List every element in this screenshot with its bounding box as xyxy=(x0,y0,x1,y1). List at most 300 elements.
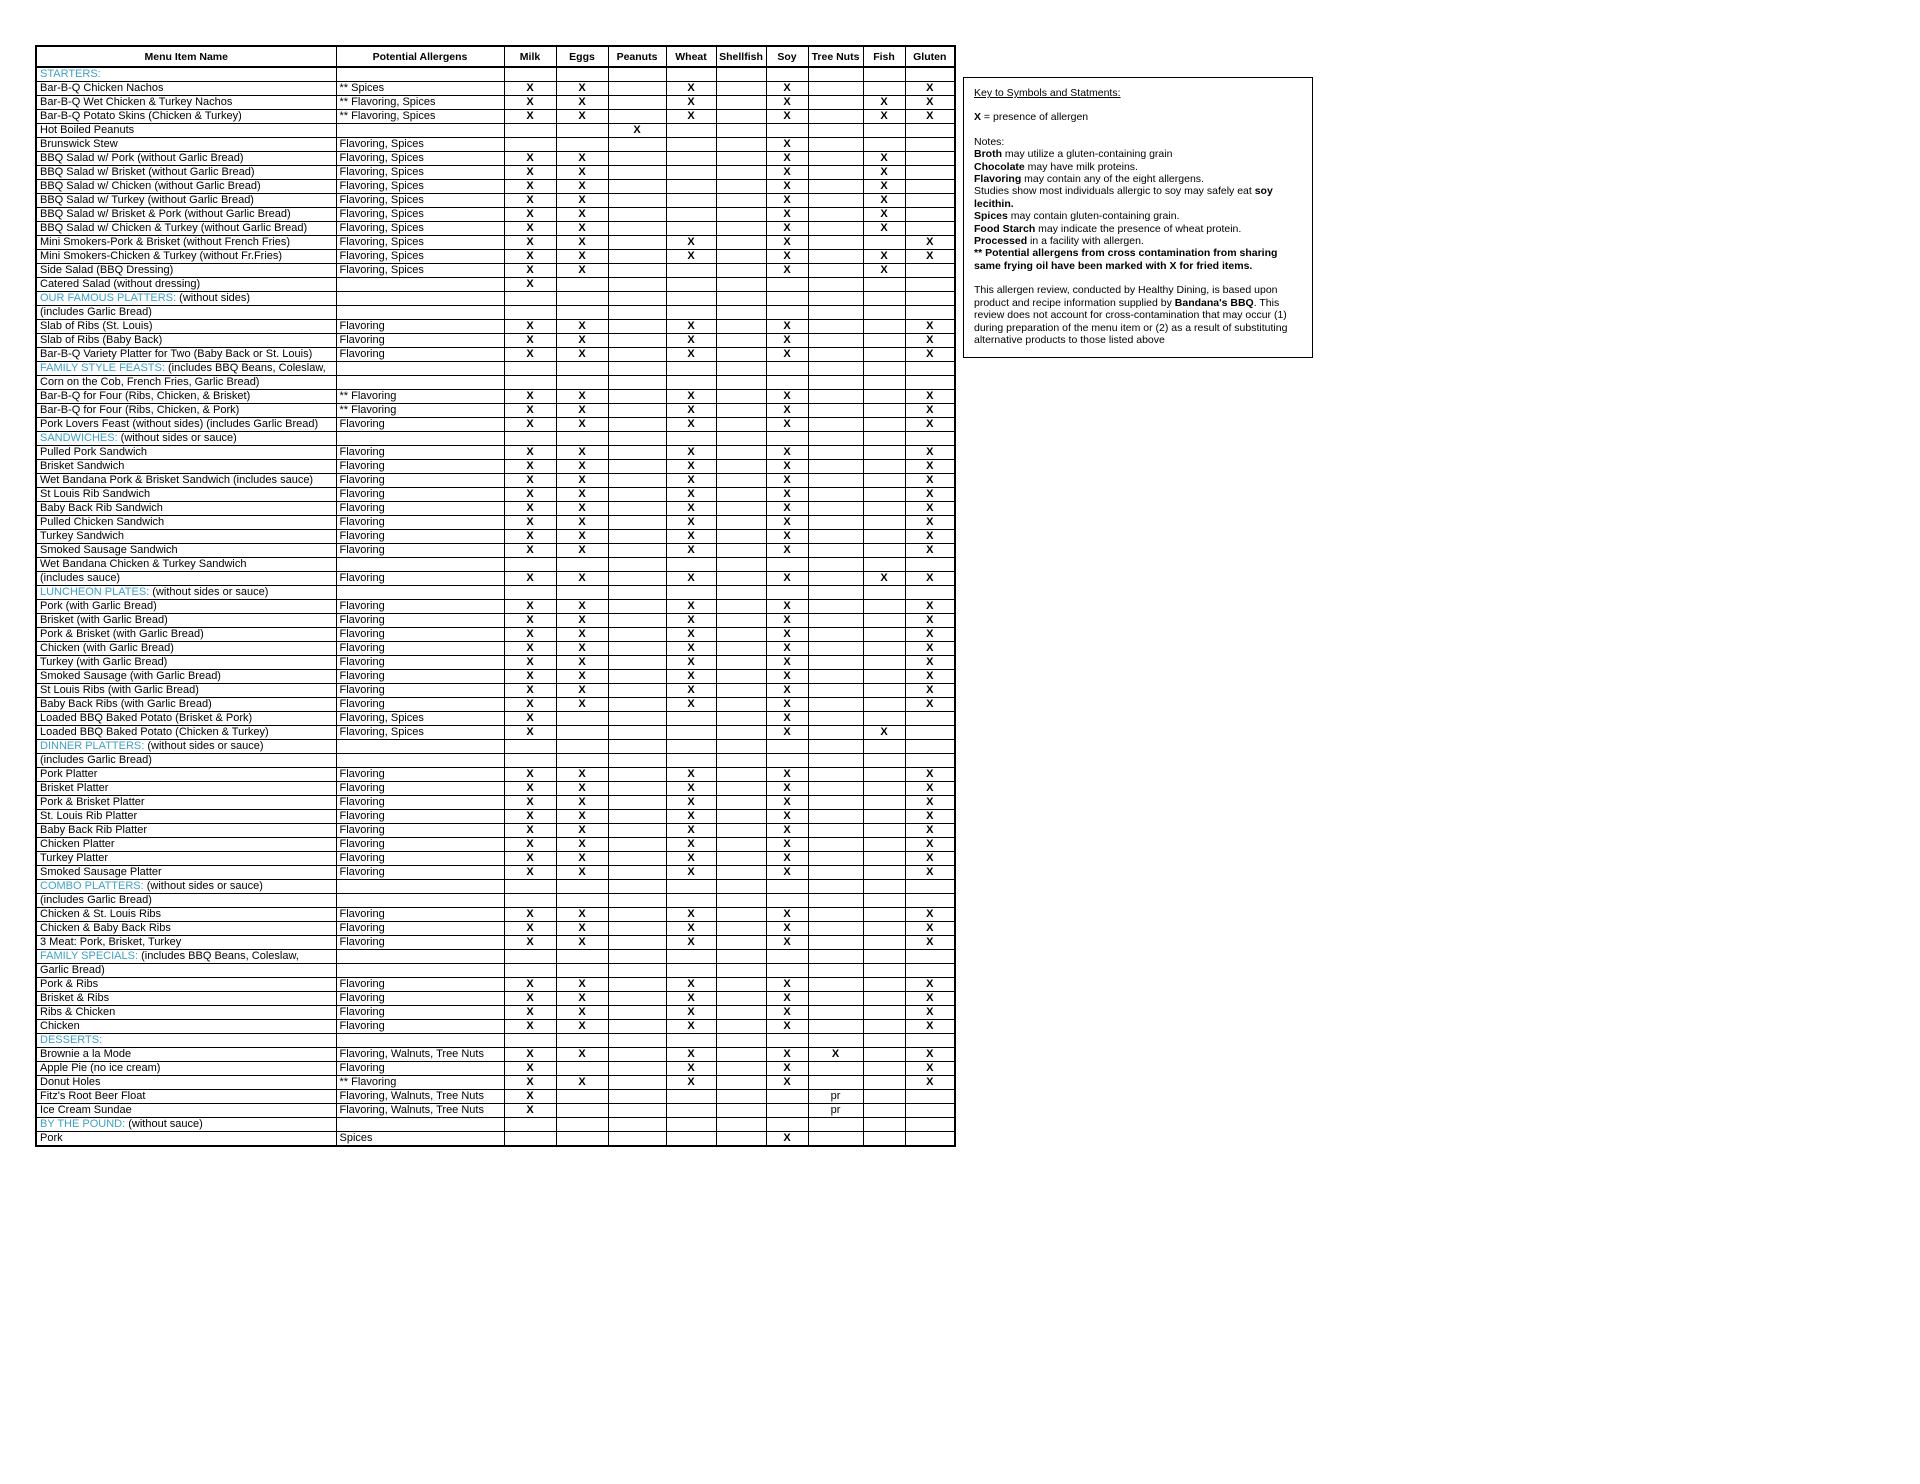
allergen-mark-peanuts xyxy=(608,208,666,222)
menu-item-row xyxy=(36,698,955,712)
menu-item-row xyxy=(36,1090,955,1104)
allergen-mark-gluten xyxy=(905,586,955,600)
potential-allergens: Flavoring xyxy=(336,460,504,474)
allergen-mark-peanuts xyxy=(608,670,666,684)
allergen-mark-peanuts xyxy=(608,96,666,110)
allergen-mark-wheat xyxy=(666,292,716,306)
allergen-mark-soy: X xyxy=(766,600,808,614)
allergen-mark-fish: X xyxy=(863,222,905,236)
allergen-mark-fish xyxy=(863,390,905,404)
menu-item-name: Pork & Ribs xyxy=(36,978,336,992)
allergen-mark-wheat: X xyxy=(666,502,716,516)
menu-item-name: Pork xyxy=(36,1132,336,1147)
allergen-mark-shellfish xyxy=(716,250,766,264)
menu-item-row xyxy=(36,138,955,152)
allergen-mark-shellfish xyxy=(716,138,766,152)
potential-allergens: Flavoring xyxy=(336,320,504,334)
allergen-mark-peanuts: X xyxy=(608,124,666,138)
potential-allergens xyxy=(336,964,504,978)
key-note-text: This allergen review, conducted by Healthy Dining, is based upon product and recipe information supplied by xyxy=(974,284,1278,309)
allergen-mark-fish: X xyxy=(863,264,905,278)
menu-item-name: Chicken xyxy=(36,1020,336,1034)
allergen-mark-wheat: X xyxy=(666,908,716,922)
allergen-mark-fish xyxy=(863,1076,905,1090)
allergen-mark-soy: X xyxy=(766,768,808,782)
allergen-mark-tree-nuts xyxy=(808,320,863,334)
allergen-mark-milk: X xyxy=(504,460,556,474)
allergen-mark-eggs xyxy=(556,362,608,376)
allergen-mark-wheat: X xyxy=(666,600,716,614)
allergen-mark-shellfish xyxy=(716,768,766,782)
potential-allergens xyxy=(336,586,504,600)
menu-item-name: Pork Platter xyxy=(36,768,336,782)
allergen-mark-shellfish xyxy=(716,306,766,320)
allergen-mark-shellfish xyxy=(716,684,766,698)
potential-allergens: Flavoring xyxy=(336,544,504,558)
allergen-mark-wheat: X xyxy=(666,488,716,502)
allergen-mark-fish xyxy=(863,1090,905,1104)
allergen-mark-wheat xyxy=(666,880,716,894)
allergen-mark-soy xyxy=(766,1034,808,1048)
allergen-mark-gluten xyxy=(905,1132,955,1147)
menu-item-row xyxy=(36,1048,955,1062)
potential-allergens: Flavoring, Spices xyxy=(336,236,504,250)
allergen-mark-peanuts xyxy=(608,1048,666,1062)
allergen-mark-fish xyxy=(863,348,905,362)
allergen-mark-gluten: X xyxy=(905,768,955,782)
allergen-mark-soy: X xyxy=(766,348,808,362)
menu-item-row xyxy=(36,1076,955,1090)
allergen-mark-wheat: X xyxy=(666,516,716,530)
allergen-mark-wheat: X xyxy=(666,698,716,712)
menu-item-row xyxy=(36,1132,955,1147)
allergen-mark-fish xyxy=(863,978,905,992)
allergen-mark-gluten: X xyxy=(905,628,955,642)
allergen-mark-wheat: X xyxy=(666,460,716,474)
key-note-bold-text: Bandana's BBQ xyxy=(1174,296,1254,309)
allergen-mark-shellfish xyxy=(716,124,766,138)
allergen-mark-shellfish xyxy=(716,334,766,348)
allergen-mark-fish xyxy=(863,418,905,432)
allergen-mark-soy: X xyxy=(766,922,808,936)
column-header-shellfish: Shellfish xyxy=(716,46,766,67)
key-note-bold-text: Spices xyxy=(974,210,1008,223)
allergen-mark-eggs: X xyxy=(556,866,608,880)
allergen-mark-tree-nuts xyxy=(808,306,863,320)
potential-allergens: Flavoring, Spices xyxy=(336,194,504,208)
allergen-mark-shellfish xyxy=(716,894,766,908)
allergen-mark-gluten xyxy=(905,152,955,166)
menu-item-row xyxy=(36,796,955,810)
menu-item-name: Baby Back Rib Platter xyxy=(36,824,336,838)
allergen-mark-peanuts xyxy=(608,236,666,250)
allergen-mark-shellfish xyxy=(716,264,766,278)
allergen-mark-wheat: X xyxy=(666,642,716,656)
allergen-mark-shellfish xyxy=(716,516,766,530)
menu-item-row xyxy=(36,250,955,264)
allergen-mark-shellfish xyxy=(716,656,766,670)
allergen-mark-wheat xyxy=(666,964,716,978)
allergen-mark-gluten: X xyxy=(905,852,955,866)
menu-item-name: Loaded BBQ Baked Potato (Chicken & Turkey) xyxy=(36,726,336,740)
allergen-mark-eggs: X xyxy=(556,390,608,404)
allergen-mark-milk xyxy=(504,880,556,894)
allergen-mark-peanuts xyxy=(608,894,666,908)
menu-item-name: Side Salad (BBQ Dressing) xyxy=(36,264,336,278)
allergen-mark-milk xyxy=(504,292,556,306)
allergen-mark-soy: X xyxy=(766,1020,808,1034)
key-panel-note xyxy=(974,136,1302,148)
allergen-mark-gluten: X xyxy=(905,1076,955,1090)
menu-item-name: Ribs & Chicken xyxy=(36,1006,336,1020)
key-panel-notes xyxy=(974,99,1302,346)
allergen-mark-tree-nuts xyxy=(808,978,863,992)
allergen-mark-gluten: X xyxy=(905,922,955,936)
potential-allergens xyxy=(336,306,504,320)
allergen-mark-eggs: X xyxy=(556,250,608,264)
allergen-mark-wheat: X xyxy=(666,474,716,488)
allergen-mark-milk xyxy=(504,67,556,82)
allergen-mark-shellfish xyxy=(716,544,766,558)
allergen-mark-soy: X xyxy=(766,1132,808,1147)
section-row xyxy=(36,950,955,964)
allergen-mark-shellfish xyxy=(716,950,766,964)
allergen-mark-shellfish xyxy=(716,404,766,418)
allergen-mark-gluten: X xyxy=(905,614,955,628)
allergen-mark-shellfish xyxy=(716,1062,766,1076)
allergen-mark-fish xyxy=(863,67,905,82)
allergen-mark-soy: X xyxy=(766,978,808,992)
allergen-mark-shellfish xyxy=(716,362,766,376)
allergen-mark-eggs xyxy=(556,292,608,306)
section-heading xyxy=(36,292,336,306)
allergen-mark-peanuts xyxy=(608,880,666,894)
allergen-mark-gluten: X xyxy=(905,82,955,96)
allergen-mark-tree-nuts xyxy=(808,992,863,1006)
allergen-mark-fish xyxy=(863,292,905,306)
potential-allergens: Flavoring xyxy=(336,572,504,586)
section-continuation-row xyxy=(36,376,955,390)
allergen-table xyxy=(35,45,956,1147)
allergen-mark-shellfish xyxy=(716,838,766,852)
allergen-mark-gluten: X xyxy=(905,530,955,544)
allergen-mark-tree-nuts xyxy=(808,782,863,796)
allergen-mark-tree-nuts xyxy=(808,194,863,208)
allergen-mark-eggs xyxy=(556,432,608,446)
allergen-mark-peanuts xyxy=(608,684,666,698)
allergen-mark-peanuts xyxy=(608,432,666,446)
allergen-mark-milk: X xyxy=(504,180,556,194)
column-header-potential-allergens: Potential Allergens xyxy=(336,46,504,67)
key-note-text: Studies show most individuals allergic to soy may safely eat xyxy=(974,185,1255,198)
potential-allergens: Flavoring xyxy=(336,1006,504,1020)
menu-item-name: Baby Back Rib Sandwich xyxy=(36,502,336,516)
allergen-mark-fish xyxy=(863,684,905,698)
allergen-mark-eggs xyxy=(556,1118,608,1132)
menu-item-row xyxy=(36,712,955,726)
menu-item-name: Loaded BBQ Baked Potato (Brisket & Pork) xyxy=(36,712,336,726)
allergen-mark-milk: X xyxy=(504,320,556,334)
key-note-text: may contain gluten-containing grain. xyxy=(1007,210,1180,223)
menu-item-name: Bar-B-Q for Four (Ribs, Chicken, & Pork) xyxy=(36,404,336,418)
allergen-mark-peanuts xyxy=(608,852,666,866)
key-panel-note xyxy=(974,148,1302,160)
allergen-mark-tree-nuts xyxy=(808,292,863,306)
allergen-mark-shellfish xyxy=(716,446,766,460)
allergen-mark-shellfish xyxy=(716,852,766,866)
allergen-mark-fish xyxy=(863,810,905,824)
menu-item-row xyxy=(36,572,955,586)
menu-item-name: Brisket Platter xyxy=(36,782,336,796)
menu-item-name: Turkey Platter xyxy=(36,852,336,866)
allergen-mark-gluten: X xyxy=(905,502,955,516)
section-row xyxy=(36,362,955,376)
allergen-mark-soy: X xyxy=(766,796,808,810)
allergen-mark-wheat: X xyxy=(666,810,716,824)
allergen-mark-fish xyxy=(863,474,905,488)
allergen-mark-milk: X xyxy=(504,488,556,502)
allergen-mark-tree-nuts xyxy=(808,334,863,348)
potential-allergens: Flavoring, Spices xyxy=(336,180,504,194)
allergen-mark-tree-nuts xyxy=(808,110,863,124)
allergen-mark-gluten: X xyxy=(905,810,955,824)
allergen-mark-milk: X xyxy=(504,824,556,838)
allergen-mark-milk: X xyxy=(504,1076,556,1090)
allergen-mark-peanuts xyxy=(608,110,666,124)
allergen-mark-soy: X xyxy=(766,908,808,922)
allergen-mark-soy xyxy=(766,432,808,446)
allergen-mark-peanuts xyxy=(608,292,666,306)
allergen-mark-soy: X xyxy=(766,152,808,166)
allergen-mark-eggs: X xyxy=(556,180,608,194)
allergen-mark-fish: X xyxy=(863,166,905,180)
key-panel-note xyxy=(974,161,1302,173)
menu-item-row xyxy=(36,502,955,516)
allergen-mark-soy: X xyxy=(766,1076,808,1090)
potential-allergens: Flavoring xyxy=(336,446,504,460)
allergen-mark-tree-nuts xyxy=(808,502,863,516)
menu-item-row xyxy=(36,516,955,530)
potential-allergens: Flavoring xyxy=(336,796,504,810)
allergen-mark-soy xyxy=(766,964,808,978)
menu-item-row xyxy=(36,670,955,684)
potential-allergens xyxy=(336,1034,504,1048)
allergen-mark-peanuts xyxy=(608,754,666,768)
potential-allergens xyxy=(336,950,504,964)
potential-allergens: Flavoring xyxy=(336,1062,504,1076)
allergen-mark-gluten: X xyxy=(905,348,955,362)
allergen-mark-tree-nuts xyxy=(808,446,863,460)
allergen-mark-wheat: X xyxy=(666,936,716,950)
allergen-mark-peanuts xyxy=(608,166,666,180)
section-continuation-row xyxy=(36,894,955,908)
section-heading xyxy=(36,950,336,964)
allergen-mark-soy xyxy=(766,740,808,754)
allergen-mark-soy: X xyxy=(766,208,808,222)
allergen-mark-gluten: X xyxy=(905,698,955,712)
potential-allergens xyxy=(336,432,504,446)
allergen-mark-shellfish xyxy=(716,754,766,768)
menu-item-name: Catered Salad (without dressing) xyxy=(36,278,336,292)
allergen-mark-shellfish xyxy=(716,978,766,992)
column-header-soy: Soy xyxy=(766,46,808,67)
menu-item-name: Smoked Sausage (with Garlic Bread) xyxy=(36,670,336,684)
section-row xyxy=(36,1118,955,1132)
allergen-mark-wheat: X xyxy=(666,334,716,348)
section-suffix: (includes BBQ Beans, Coleslaw, xyxy=(164,362,326,374)
section-continuation-row xyxy=(36,964,955,978)
allergen-mark-fish xyxy=(863,1118,905,1132)
allergen-mark-soy: X xyxy=(766,530,808,544)
allergen-mark-soy xyxy=(766,376,808,390)
allergen-mark-gluten: X xyxy=(905,390,955,404)
key-note-text: may utilize a gluten-containing grain xyxy=(1002,148,1173,161)
allergen-mark-soy: X xyxy=(766,628,808,642)
allergen-mark-milk: X xyxy=(504,698,556,712)
allergen-mark-gluten xyxy=(905,376,955,390)
allergen-mark-fish xyxy=(863,614,905,628)
allergen-mark-tree-nuts xyxy=(808,530,863,544)
allergen-mark-milk xyxy=(504,740,556,754)
allergen-mark-wheat: X xyxy=(666,110,716,124)
potential-allergens: Flavoring xyxy=(336,488,504,502)
allergen-mark-shellfish xyxy=(716,740,766,754)
menu-item-name: Brisket & Ribs xyxy=(36,992,336,1006)
section-row xyxy=(36,432,955,446)
menu-item-row xyxy=(36,222,955,236)
allergen-mark-fish xyxy=(863,768,905,782)
potential-allergens: Flavoring xyxy=(336,348,504,362)
potential-allergens: Flavoring xyxy=(336,516,504,530)
allergen-mark-peanuts xyxy=(608,964,666,978)
key-panel-note xyxy=(974,284,1302,346)
allergen-mark-milk: X xyxy=(504,1048,556,1062)
potential-allergens xyxy=(336,292,504,306)
allergen-mark-gluten xyxy=(905,1118,955,1132)
potential-allergens: Flavoring, Walnuts, Tree Nuts xyxy=(336,1104,504,1118)
menu-item-row xyxy=(36,474,955,488)
allergen-mark-milk xyxy=(504,362,556,376)
key-note-text: = presence of allergen xyxy=(981,111,1089,124)
menu-item-name: Brisket Sandwich xyxy=(36,460,336,474)
allergen-mark-shellfish xyxy=(716,698,766,712)
allergen-mark-eggs: X xyxy=(556,544,608,558)
allergen-mark-soy: X xyxy=(766,96,808,110)
allergen-mark-tree-nuts xyxy=(808,936,863,950)
potential-allergens: Flavoring, Walnuts, Tree Nuts xyxy=(336,1048,504,1062)
allergen-mark-gluten: X xyxy=(905,320,955,334)
allergen-mark-fish xyxy=(863,1006,905,1020)
allergen-mark-gluten: X xyxy=(905,516,955,530)
allergen-mark-fish: X xyxy=(863,726,905,740)
allergen-mark-milk xyxy=(504,964,556,978)
allergen-mark-wheat xyxy=(666,222,716,236)
potential-allergens: Flavoring xyxy=(336,684,504,698)
allergen-mark-tree-nuts xyxy=(808,838,863,852)
allergen-mark-soy: X xyxy=(766,180,808,194)
section-label: COMBO PLATTERS: xyxy=(40,880,144,892)
potential-allergens: Flavoring xyxy=(336,936,504,950)
allergen-mark-peanuts xyxy=(608,740,666,754)
section-row xyxy=(36,586,955,600)
key-note-bold-text: Flavoring xyxy=(974,173,1022,186)
allergen-mark-eggs: X xyxy=(556,698,608,712)
allergen-mark-soy: X xyxy=(766,82,808,96)
potential-allergens: Flavoring, Spices xyxy=(336,264,504,278)
allergen-mark-milk: X xyxy=(504,838,556,852)
allergen-mark-milk: X xyxy=(504,1006,556,1020)
key-panel-spacer xyxy=(974,272,1302,284)
allergen-mark-milk: X xyxy=(504,796,556,810)
menu-item-row xyxy=(36,782,955,796)
potential-allergens: Flavoring xyxy=(336,670,504,684)
allergen-mark-wheat: X xyxy=(666,250,716,264)
potential-allergens: Flavoring xyxy=(336,642,504,656)
allergen-mark-gluten: X xyxy=(905,600,955,614)
allergen-mark-soy: X xyxy=(766,1062,808,1076)
allergen-mark-gluten xyxy=(905,880,955,894)
allergen-mark-tree-nuts xyxy=(808,82,863,96)
allergen-mark-tree-nuts xyxy=(808,124,863,138)
allergen-mark-gluten: X xyxy=(905,992,955,1006)
allergen-mark-tree-nuts xyxy=(808,922,863,936)
allergen-mark-peanuts xyxy=(608,866,666,880)
menu-item-row xyxy=(36,418,955,432)
allergen-mark-wheat: X xyxy=(666,628,716,642)
allergen-mark-wheat: X xyxy=(666,236,716,250)
allergen-mark-peanuts xyxy=(608,922,666,936)
key-note-bold-text: ** Potential allergens from cross contamination from sharing same frying oil have been marked with X for fried items. xyxy=(974,247,1278,272)
allergen-mark-gluten xyxy=(905,558,955,572)
menu-item-row xyxy=(36,684,955,698)
allergen-mark-tree-nuts xyxy=(808,754,863,768)
allergen-mark-fish xyxy=(863,362,905,376)
menu-item-name: Bar-B-Q for Four (Ribs, Chicken, & Brisket) xyxy=(36,390,336,404)
key-panel-note xyxy=(974,111,1302,123)
allergen-mark-gluten xyxy=(905,166,955,180)
allergen-mark-eggs xyxy=(556,1104,608,1118)
allergen-mark-tree-nuts xyxy=(808,824,863,838)
allergen-mark-soy: X xyxy=(766,320,808,334)
menu-item-name: Smoked Sausage Sandwich xyxy=(36,544,336,558)
allergen-mark-tree-nuts xyxy=(808,516,863,530)
allergen-mark-tree-nuts xyxy=(808,684,863,698)
allergen-mark-eggs: X xyxy=(556,208,608,222)
key-note-bold-text: soy lecithin. xyxy=(974,185,1273,210)
allergen-mark-soy: X xyxy=(766,726,808,740)
menu-item-row xyxy=(36,460,955,474)
allergen-mark-milk: X xyxy=(504,908,556,922)
allergen-mark-eggs xyxy=(556,894,608,908)
allergen-mark-gluten xyxy=(905,138,955,152)
allergen-mark-tree-nuts xyxy=(808,796,863,810)
allergen-mark-tree-nuts xyxy=(808,222,863,236)
menu-item-row xyxy=(36,978,955,992)
allergen-mark-peanuts xyxy=(608,180,666,194)
key-panel-note xyxy=(974,173,1302,185)
allergen-mark-eggs xyxy=(556,67,608,82)
potential-allergens xyxy=(336,124,504,138)
allergen-mark-fish xyxy=(863,852,905,866)
allergen-mark-milk: X xyxy=(504,1090,556,1104)
allergen-mark-wheat xyxy=(666,166,716,180)
key-panel-note xyxy=(974,247,1302,272)
allergen-mark-tree-nuts xyxy=(808,642,863,656)
allergen-mark-wheat xyxy=(666,138,716,152)
key-panel-note xyxy=(974,235,1302,247)
allergen-mark-fish xyxy=(863,586,905,600)
allergen-mark-soy xyxy=(766,124,808,138)
